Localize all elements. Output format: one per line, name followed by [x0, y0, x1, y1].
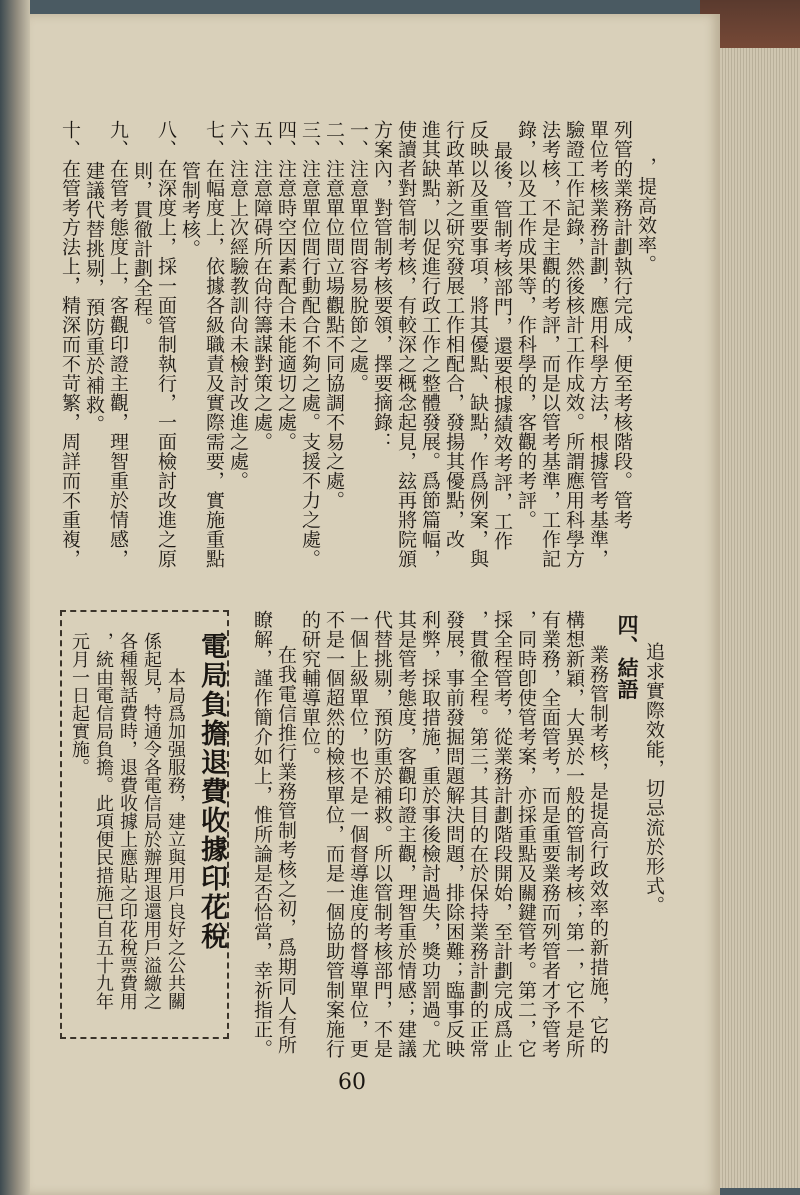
text-column: 追求實際效能，切忌流於形式。 — [643, 642, 665, 915]
text-column: 四、注意時空因素配合未能適切之處。 — [275, 120, 297, 452]
text-column: 使讀者對管制考核，有較深之概念起見，玆再將院頒 — [395, 120, 417, 569]
notice-line: 本局爲加强服務，建立與用戶良好之公共關 — [165, 668, 186, 1010]
notice-line: 各種報話費時，退費收據上應貼之印花稅票費用 — [117, 632, 138, 1010]
text-column: 構想新穎，大異於一般的管制考核；第一，它不是所 — [563, 610, 585, 1059]
page-number: 60 — [338, 1070, 366, 1095]
text-column: 一個上級單位，也不是一個督導進度的督導單位，更 — [347, 610, 369, 1059]
section-heading: 四、結語 — [615, 614, 640, 700]
text-column: 驗證工作記錄，然後核計工作成效。所謂應用科學方 — [563, 120, 585, 569]
text-column: ，貫徹全程。第三，其目的在於保持業務計劃的正常 — [467, 610, 489, 1059]
text-column: ，提高效率。 — [635, 157, 657, 274]
notice-title: 電局負擔退費收據印花稅 — [196, 632, 227, 951]
text-column: 有業務，全面管考，而是重要業務而列管者才予管考 — [539, 610, 561, 1059]
text-column: 一、注意單位間容易脫節之處。 — [347, 120, 369, 393]
text-column: 則，貫徹計劃全程。 — [131, 161, 153, 337]
text-column: 瞭解，謹作簡介如上，惟所論是否恰當，幸祈指正。 — [251, 610, 273, 1059]
text-column: 六、注意上次經驗教訓尙未檢討改進之處。 — [227, 120, 249, 491]
text-column: 進其缺點，以促進行政工作之整體發展。爲節篇幅， — [419, 120, 441, 569]
text-column: ，同時卽使管考案，亦採重點及關鍵管考。第二，它 — [515, 610, 537, 1059]
text-column: 反映以及重要事項，將其優點、缺點，作爲例案，與 — [467, 120, 489, 569]
text-column: 建議代替挑剔，預防重於補救。 — [83, 161, 105, 434]
text-column: 列管的業務計劃執行完成，便至考核階段。管考 — [611, 120, 633, 530]
text-column: 單位考核業務計劃，應用科學方法，根據管考基準， — [587, 120, 609, 569]
notice-line: 係起見，特通令各電信局於辦理退還用戶溢繳之 — [141, 632, 162, 1010]
text-column: 八、在深度上，採一面管制執行，一面檢討改進之原 — [155, 120, 177, 569]
text-column: 最後，管制考核部門，還要根據績效考評，工作 — [491, 141, 513, 551]
text-column: 管制考核。 — [179, 161, 201, 259]
text-column: 的研究輔導單位。 — [299, 610, 321, 766]
text-column: 方案內，對管制考核要領，擇要摘錄： — [371, 120, 393, 452]
text-column: 其是管考態度，客觀印證主觀，理智重於情感；建議 — [395, 610, 417, 1059]
text-column: 利弊，採取措施，重於事後檢討過失，獎功罰過。尤 — [419, 610, 441, 1059]
text-column: 法考核，不是主觀的考評，而是以管考基準，工作記 — [539, 120, 561, 569]
text-column: 三、注意單位間行動配合不夠之處。支援不力之處。 — [299, 120, 321, 569]
text-column: 二、注意單位間立場觀點不同協調不易之處。 — [323, 120, 345, 510]
text-column: 錄，以及工作成果等，作科學的，客觀的考評。 — [515, 120, 537, 530]
text-column: 九、在管考態度上，客觀印證主觀，理智重於情感， — [107, 120, 129, 569]
text-column: 行政革新之研究發展工作相配合，發揚其優點，改 — [443, 120, 465, 549]
text-column: 業務管制考核，是提高行政效率的新措施，它的 — [587, 645, 609, 1055]
page-stack-edge — [720, 48, 800, 1188]
text-column: 七、在幅度上，依據各級職責及實際需要，實施重點 — [203, 120, 225, 569]
text-column: 十、在管考方法上，精深而不苛繁，周詳而不重複， — [59, 120, 81, 569]
text-column: 五、注意障碍所在尙待籌謀對策之處。 — [251, 120, 273, 452]
book-spine-edge — [0, 0, 30, 1195]
text-column: 代替挑剔，預防重於補救。所以管制考核部門，不是 — [371, 610, 393, 1059]
text-column: 在我電信推行業務管制考核之初，爲期同人有所 — [275, 645, 297, 1055]
text-column: 採全程管考，從業務計劃階段開始，至計劃完成爲止 — [491, 610, 513, 1059]
notice-line: ，統由電信局負擔。此項便民措施已自五十九年 — [93, 632, 114, 1010]
text-column: 不是一個超然的檢核單位，而是一個協助管制案施行 — [323, 610, 345, 1059]
text-column: 發展，事前發掘問題解決問題，排除困難；臨事反映 — [443, 610, 465, 1059]
notice-line: 元月一日起實施。 — [69, 632, 90, 776]
